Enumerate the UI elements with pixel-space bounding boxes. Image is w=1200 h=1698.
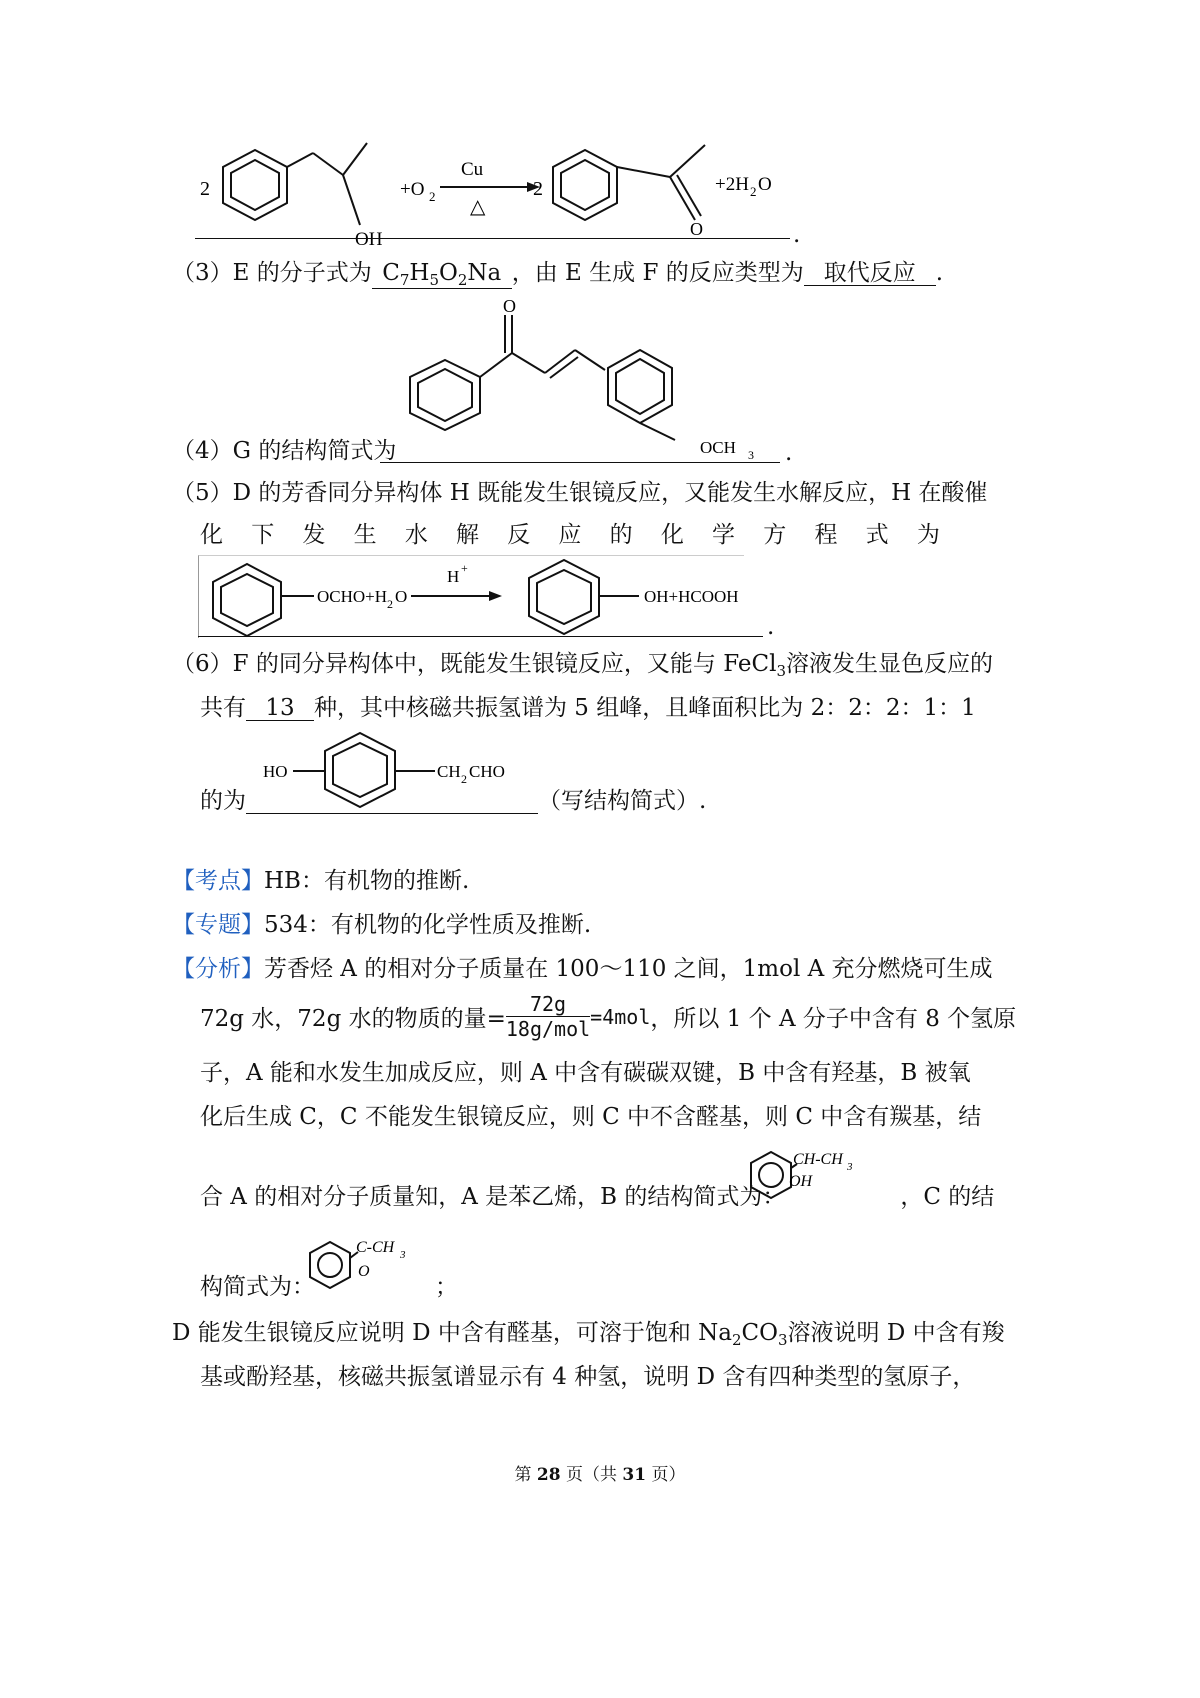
c-ch-label: C-CH <box>356 1239 395 1256</box>
co-label: CO <box>741 1320 778 1346</box>
char: 化 <box>200 522 223 548</box>
question-6-line-1 <box>172 653 993 679</box>
water-oxygen: O <box>758 174 772 195</box>
hydroxyl-label: OH <box>355 229 383 250</box>
b-ch-subscript: 3 <box>847 1161 853 1173</box>
arrow-head-icon <box>489 591 502 601</box>
fenxi-line-8: 基或酚羟基，核磁共振氢谱显示有 4 种氢，说明 D 含有四种类型的氢原子， <box>200 1364 976 1390</box>
catalyst-superscript: + <box>461 561 468 575</box>
reaction-1-figure <box>195 135 795 250</box>
answer-formula <box>372 262 512 289</box>
fenxi-line-7 <box>172 1322 1005 1348</box>
reaction-5-figure <box>198 555 744 638</box>
na2-subscript: 2 <box>731 1331 742 1349</box>
structure-b-figure <box>745 1140 870 1210</box>
answer-underline-5 <box>198 636 763 637</box>
fenxi-text-1: 芳香烃 A 的相对分子质量在 100～110 之间，1mol A 充分燃烧可生成 <box>264 956 993 982</box>
reactant-oxygen: O <box>395 587 408 606</box>
fenxi-text-7-pre: D 能发生银镜反应说明 D 中含有醛基，可溶于饱和 Na <box>172 1320 732 1346</box>
char: 方 <box>763 522 787 548</box>
char: 式 <box>865 522 889 548</box>
char: 为 <box>916 522 940 548</box>
co3-subscript: 3 <box>777 1331 788 1349</box>
question-3 <box>172 262 943 289</box>
b-oh-label: OH <box>789 1173 813 1190</box>
question-6-text: （6）F 的同分异构体中，既能发生银镜反应，又能与 FeCl <box>172 651 777 677</box>
question-4-label: （4）G 的结构简式为 <box>172 438 397 464</box>
question-6-text-end: 溶液发生显色反应的 <box>786 651 994 677</box>
formula-o-sub: 2 <box>457 271 468 289</box>
ketone-oxygen-label: O <box>503 296 516 316</box>
heat-label: △ <box>470 196 486 218</box>
carbonyl-oxygen-label: O <box>690 219 703 239</box>
char: 水 <box>404 522 428 548</box>
structure-c-figure <box>300 1228 420 1298</box>
char: 生 <box>353 522 377 548</box>
reaction-1-svg <box>195 135 795 250</box>
fenxi-line-5 <box>200 1186 994 1209</box>
formula-c: C <box>382 260 400 286</box>
reaction-5-svg <box>199 556 744 638</box>
fenxi-line-1 <box>172 958 993 981</box>
fenxi-text-6-post: ； <box>435 1274 458 1300</box>
fenxi-text-7-end: 溶液说明 D 中含有羧 <box>787 1320 1005 1346</box>
answer-underline-4 <box>380 462 780 463</box>
zhuanti-text: 534：有机物的化学性质及推断. <box>264 912 592 938</box>
char: 学 <box>712 522 736 548</box>
formula-h-sub: 5 <box>429 271 439 289</box>
phenyl-formate-icon <box>213 564 314 636</box>
zhuanti-section <box>172 914 591 937</box>
total-page-number: 31 <box>622 1465 647 1485</box>
char: 反 <box>507 522 531 548</box>
question-3-label: （3）E 的分子式为 <box>172 260 372 286</box>
benzene-ring-icon <box>310 1242 358 1288</box>
methoxy-label: OCH <box>700 438 736 457</box>
fraction-numerator: 72g <box>506 992 590 1017</box>
footer-pre: 第 <box>514 1465 537 1485</box>
water-subscript: 2 <box>750 184 757 199</box>
formula-c-sub: 7 <box>399 271 410 289</box>
period-4: . <box>785 440 793 466</box>
question-6-post: 种，其中核磁共振氢谱为 5 组峰，且峰面积比为 2：2：2：1：1 <box>314 695 976 721</box>
answer-count: 13 <box>246 697 314 721</box>
question-5-line-1: （5）D 的芳香同分异构体 H 既能发生银镜反应，又能发生水解反应，H 在酸催 <box>172 480 988 506</box>
kaodian-tag: 【考点】 <box>172 868 264 894</box>
footer-post: 页） <box>646 1465 686 1485</box>
reactant-label: OCHO+H <box>317 587 388 606</box>
aldehyde-label: CHO <box>469 762 505 781</box>
oxygen-subscript: 2 <box>429 189 436 204</box>
benzene-ring-right-icon <box>553 145 705 220</box>
char: 发 <box>302 522 326 548</box>
current-page-number: 28 <box>536 1465 561 1485</box>
footer-mid: 页（共 <box>560 1465 623 1485</box>
char: 化 <box>660 522 684 548</box>
hydroxyl-label: HO <box>263 762 288 781</box>
oxygen-reactant: +O <box>400 179 425 200</box>
char: 应 <box>558 522 582 548</box>
fraction-denominator: 18g/mol <box>505 1017 591 1041</box>
methoxy-subscript: 3 <box>748 448 754 462</box>
fenxi-text-2-pre: 72g 水，72g 水的物质的量= <box>200 1006 506 1032</box>
water-product: +2H <box>715 174 749 195</box>
coefficient-left: 2 <box>200 178 210 200</box>
question-5-line-2 <box>200 524 940 547</box>
catalyst-label: Cu <box>461 159 484 180</box>
question-3-end: . <box>935 260 944 286</box>
char: 的 <box>609 522 633 548</box>
fenxi-text-6-pre: 构简式为： <box>200 1274 315 1300</box>
structure-b-svg <box>745 1140 870 1210</box>
page-footer <box>0 1460 1200 1485</box>
char: 解 <box>456 522 480 548</box>
question-6-line-3 <box>200 790 706 814</box>
fenxi-line-3: 子，A 能和水发生加成反应，则 A 中含有碳碳双键，B 中含有羟基，B 被氧 <box>200 1060 971 1086</box>
question-3-middle: ，由 E 生成 F 的反应类型为 <box>511 260 804 286</box>
product-label: OH+HCOOH <box>644 587 739 606</box>
question-6-line3-post: （写结构简式）. <box>538 788 707 814</box>
coefficient-right: 2 <box>533 178 543 200</box>
catalyst-label: H <box>447 567 460 586</box>
char: 下 <box>251 522 275 548</box>
zhuanti-tag: 【专题】 <box>172 912 264 938</box>
question-6-line-2 <box>200 697 976 721</box>
kaodian-text: HB：有机物的推断. <box>264 868 470 894</box>
c-ch-subscript: 3 <box>400 1249 406 1261</box>
question-6-pre: 共有 <box>200 695 246 721</box>
period-5: . <box>767 614 775 640</box>
fenxi-text-2-post: ，所以 1 个 A 分子中含有 8 个氢原 <box>650 1006 1017 1032</box>
formula-na: Na <box>467 260 502 286</box>
char: 程 <box>814 522 838 548</box>
answer-underline-1 <box>195 238 790 239</box>
formula-h: H <box>409 260 430 286</box>
chalcone-structure-icon <box>410 315 675 440</box>
formula-o: O <box>438 260 458 286</box>
fecl3-subscript: 3 <box>776 662 787 680</box>
period-1: . <box>793 222 801 248</box>
question-6-line3-pre: 的为 <box>200 788 246 814</box>
kaodian-section <box>172 870 469 893</box>
fenxi-tag: 【分析】 <box>172 956 264 982</box>
c-oxygen-label: O <box>358 1263 370 1280</box>
structure-c-svg <box>300 1228 420 1298</box>
fenxi-line-4: 化后生成 C，C 不能发生银镜反应，则 C 中不含醛基，则 C 中含有羰基，结 <box>200 1104 982 1130</box>
mole-fraction <box>506 992 590 1041</box>
fenxi-text-5-post: ，C 的结 <box>900 1184 995 1210</box>
question-4 <box>172 440 396 463</box>
reactant-subscript: 2 <box>387 597 393 611</box>
fenxi-text-5-pre: 合 A 的相对分子质量知，A 是苯乙烯，B 的结构简式为： <box>200 1184 786 1210</box>
b-ch-label: CH-CH <box>793 1151 843 1168</box>
structure-g-figure <box>400 295 780 465</box>
fenxi-line-2 <box>200 992 1016 1041</box>
ch2-label: CH <box>437 762 461 781</box>
structure-g-svg <box>400 295 780 465</box>
phenol-icon <box>529 560 639 634</box>
benzene-ring-icon <box>223 143 367 225</box>
fraction-result: =4mol <box>590 1004 651 1029</box>
answer-reaction-type: 取代反应 <box>804 262 936 286</box>
ch2-subscript: 2 <box>461 772 467 786</box>
